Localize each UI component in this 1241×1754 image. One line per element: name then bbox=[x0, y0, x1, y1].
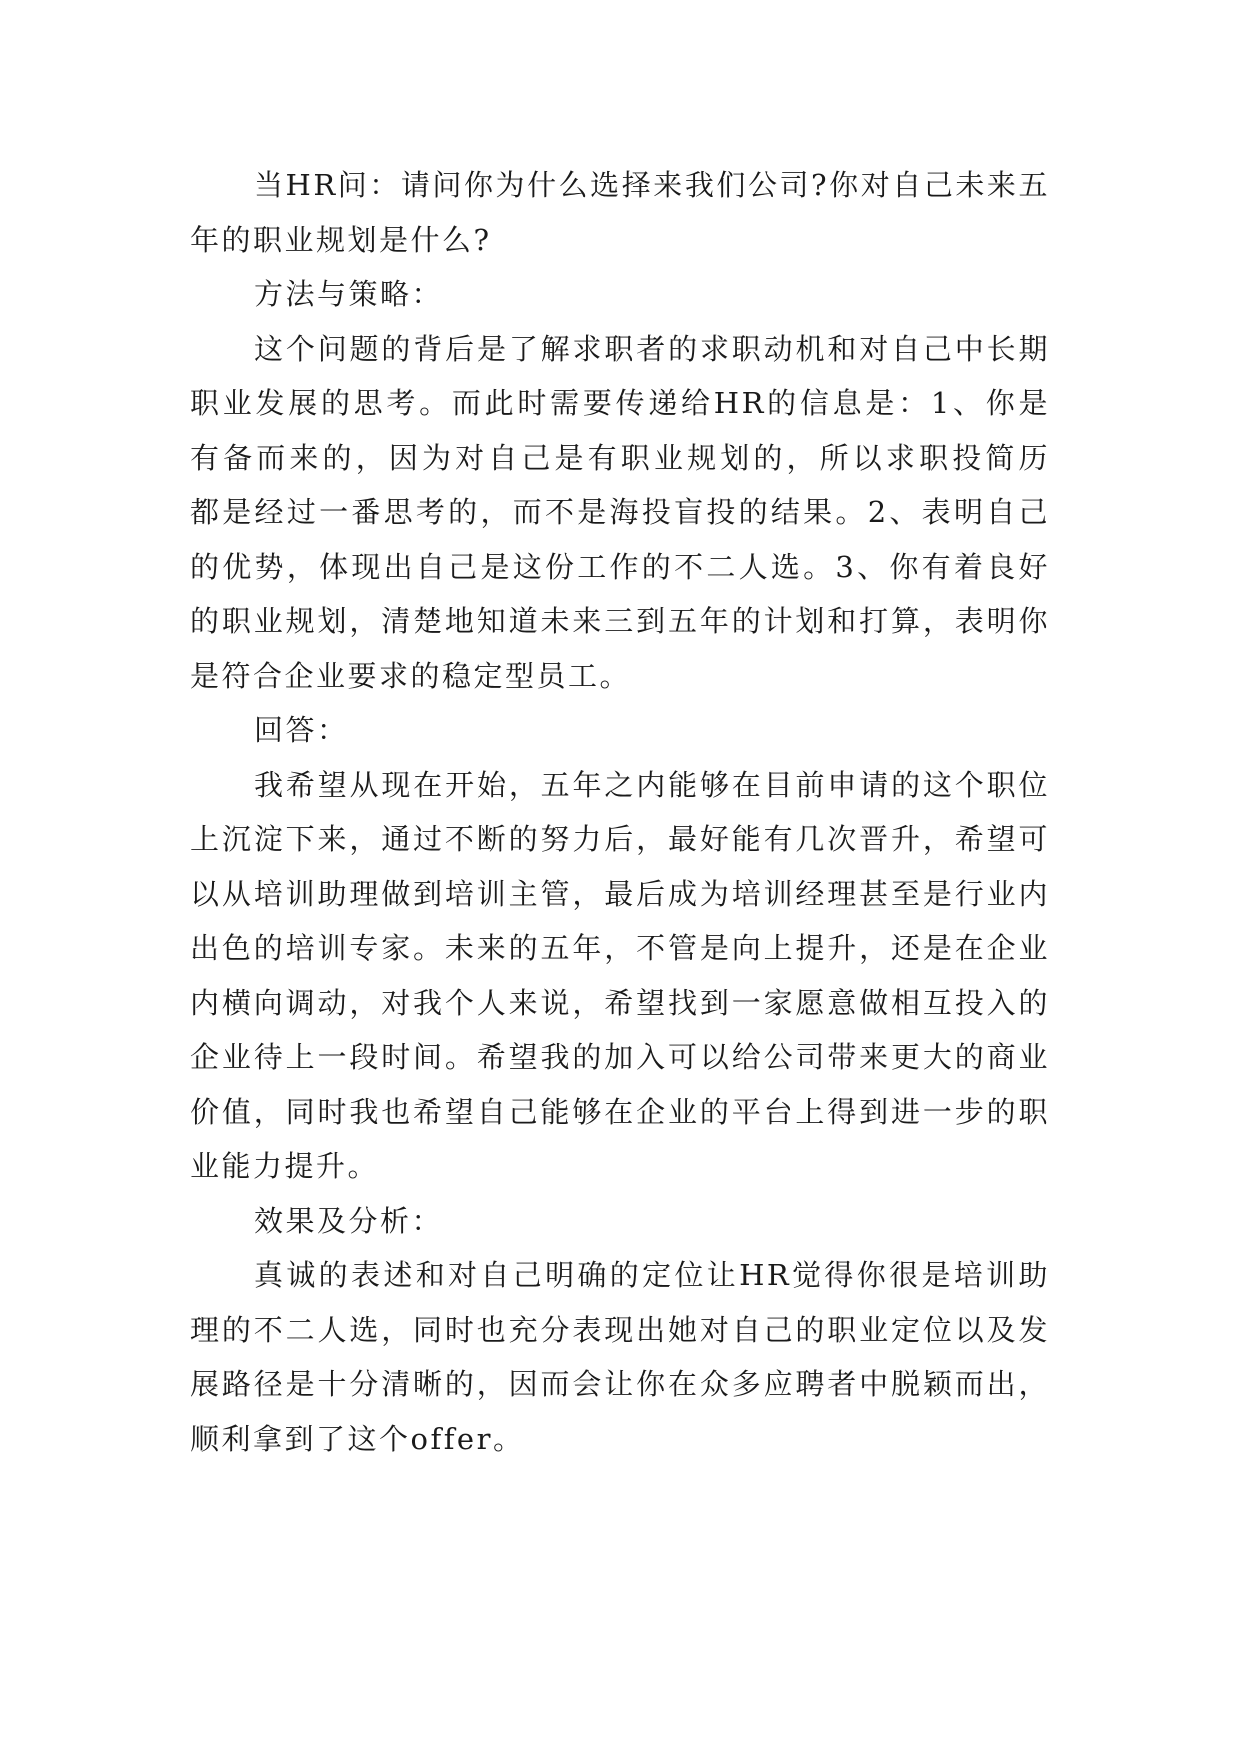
question-paragraph: 当HR问：请问你为什么选择来我们公司?你对自己未来五年的职业规划是什么? bbox=[190, 168, 1050, 257]
strategy-heading: 方法与策略： bbox=[254, 277, 444, 311]
document-body bbox=[190, 158, 1050, 1466]
strategy-paragraph: 这个问题的背后是了解求职者的求职动机和对自己中长期职业发展的思考。而此时需要传递给HR的信息是：1、你是有备而来的，因为对自己是有职业规划的，所以求职投简历 都是经过一番思考的，而不是海投盲投的结果。2、表明自己的优势，体现出自己是这份工作的不二人选。3、你有着良好的职业规划，清楚地知道未来三到五年的计划和打算，表明你是符合企业要求的稳定型员工。 bbox=[190, 331, 1050, 693]
analysis-paragraph: 真诚的表述和对自己明确的定位让HR觉得你很是培训助理的不二人选，同时也充分表现出她对自己的职业定位以及发展路径是十分清晰的，因而会让你在众多应聘者中脱颖而出，顺利拿到了这个offer。 bbox=[190, 1258, 1050, 1456]
answer-paragraph: 我希望从现在开始，五年之内能够在目前申请的这个职位上沉淀下来，通过不断的努力后，最好能有几次晋升，希望可以从培训助理做到培训主管，最后成为培训经理甚至是行业内出色的培训专家。未来的五年，不管是向上提升，还是在企业内横向调动，对我个人来说，希望找到一家愿意做相互投入的企业待上一段时间。希望我的加入可以给公司带来更大的商业价值，同时我也希望自己能够在企业的平台上得到进一步的职业能力提升。 bbox=[190, 767, 1050, 1183]
answer-heading: 回答： bbox=[254, 713, 349, 747]
analysis-heading: 效果及分析： bbox=[254, 1203, 444, 1238]
